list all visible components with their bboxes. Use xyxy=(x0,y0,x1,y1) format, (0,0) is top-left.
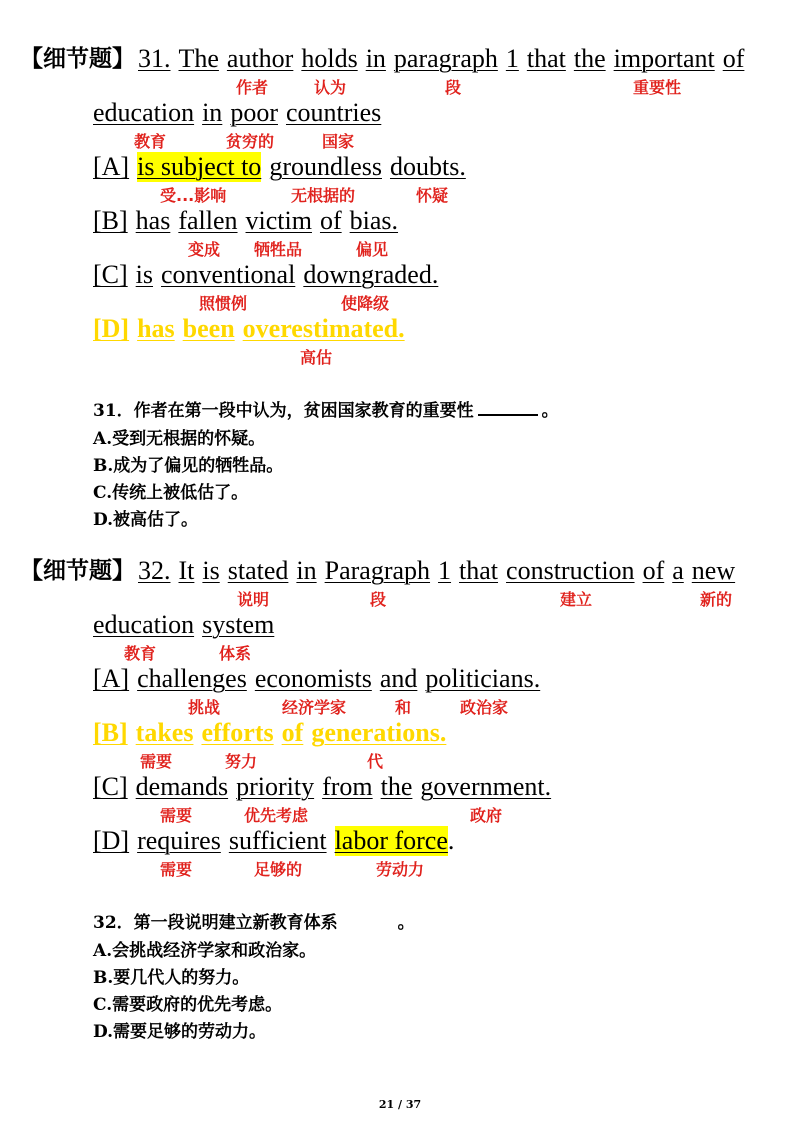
stem-word: education xyxy=(93,610,195,639)
gloss: 使降级 xyxy=(341,294,390,313)
question-tag: 【细节题】 xyxy=(20,558,135,584)
gloss: 重要性 xyxy=(633,78,682,97)
option-word: has xyxy=(135,206,171,235)
stem-word: system xyxy=(202,610,275,639)
option-word: is xyxy=(135,260,154,289)
stem-word: education xyxy=(93,98,195,127)
gloss: 认为 xyxy=(314,78,347,97)
option-word: overestimated. xyxy=(242,314,405,343)
gloss: 建立 xyxy=(560,590,593,609)
gloss: 经济学家 xyxy=(282,698,347,717)
question-stem-line xyxy=(93,610,282,640)
answer-blank xyxy=(478,414,538,416)
gloss: 优先考虑 xyxy=(244,806,309,825)
gloss: 作者 xyxy=(236,78,269,97)
gloss: 劳动力 xyxy=(376,860,425,879)
option-word: efforts xyxy=(201,718,274,747)
option-word: takes xyxy=(135,718,194,747)
option-word: and xyxy=(379,664,418,693)
stem-word: It xyxy=(178,556,195,585)
stem-word: countries xyxy=(285,98,382,127)
option-d xyxy=(93,826,454,856)
gloss: 高估 xyxy=(300,348,333,367)
stem-word: holds xyxy=(301,44,358,73)
gloss: 足够的 xyxy=(254,860,303,879)
option-word: [C] xyxy=(93,772,128,801)
option-a xyxy=(93,152,474,182)
stem-word: is xyxy=(202,556,220,585)
option-b xyxy=(93,206,406,236)
option-word: sufficient xyxy=(228,826,327,855)
gloss: 需要 xyxy=(160,860,193,879)
stem-word: 1 xyxy=(505,44,519,73)
gloss: 无根据的 xyxy=(291,186,356,205)
gloss: 段 xyxy=(370,590,387,609)
stem-word: a xyxy=(672,556,684,585)
option-word: [D] xyxy=(93,314,130,343)
question-stem-line xyxy=(138,556,743,586)
stem-word: paragraph xyxy=(393,44,498,73)
gloss: 需要 xyxy=(140,752,173,771)
gloss: 努力 xyxy=(225,752,258,771)
gloss: 贫穷的 xyxy=(226,132,275,151)
gloss: 政府 xyxy=(470,806,503,825)
translation-stem-text: 32．第一段说明建立新教育体系 xyxy=(93,913,338,933)
translation-stem xyxy=(93,398,559,424)
option-word: been xyxy=(182,314,235,343)
option-word: the xyxy=(380,772,413,801)
stem-word: stated xyxy=(227,556,289,585)
option-word: demands xyxy=(135,772,229,801)
option-word: downgraded. xyxy=(303,260,439,289)
stem-word: the xyxy=(573,44,606,73)
question-tag: 【细节题】 xyxy=(20,46,135,72)
gloss: 变成 xyxy=(188,240,221,259)
gloss: 怀疑 xyxy=(416,186,449,205)
option-c xyxy=(93,772,559,802)
option-word: [C] xyxy=(93,260,128,289)
option-word: government. xyxy=(420,772,552,801)
option-word: [D] xyxy=(93,826,130,855)
translation-stem-end: 。 xyxy=(397,913,415,933)
stem-word: Paragraph xyxy=(324,556,431,585)
stem-word: important xyxy=(613,44,715,73)
translation-option: D.被高估了。 xyxy=(93,510,199,530)
translation-option: D.需要足够的劳动力。 xyxy=(93,1022,267,1042)
stem-word: that xyxy=(459,556,499,585)
stem-word: The xyxy=(178,44,219,73)
option-word: of xyxy=(319,206,342,235)
stem-word: that xyxy=(526,44,566,73)
option-word: [B] xyxy=(93,718,128,747)
option-c xyxy=(93,260,446,290)
option-word: bias. xyxy=(349,206,399,235)
gloss: 政治家 xyxy=(460,698,509,717)
gloss: 和 xyxy=(395,698,412,717)
stem-word: in xyxy=(296,556,317,585)
option-word: [B] xyxy=(93,206,128,235)
gloss: 体系 xyxy=(219,644,252,663)
gloss: 需要 xyxy=(160,806,193,825)
stem-word: in xyxy=(365,44,386,73)
correct-option-d xyxy=(93,314,413,344)
stem-word: 1 xyxy=(438,556,452,585)
highlighted-phrase: is subject to xyxy=(137,152,262,181)
gloss: 说明 xyxy=(237,590,270,609)
gloss: 国家 xyxy=(322,132,355,151)
translation-option: A.会挑战经济学家和政治家。 xyxy=(93,941,317,961)
option-word: generations. xyxy=(311,718,447,747)
stem-word: 31. xyxy=(138,44,171,73)
translation-stem-end: 。 xyxy=(541,401,559,421)
translation-option: B.要几代人的努力。 xyxy=(93,968,250,988)
translation-stem-text: 31．作者在第一段中认为，贫困国家教育的重要性 xyxy=(93,401,474,421)
page-number: 21 / 37 xyxy=(378,1098,422,1111)
gloss: 教育 xyxy=(124,644,157,663)
option-end-punct: . xyxy=(447,826,455,855)
question-stem-line xyxy=(93,98,389,128)
option-word: from xyxy=(322,772,373,801)
highlighted-phrase: labor force xyxy=(334,826,448,855)
stem-word: new xyxy=(691,556,736,585)
option-letter: [A] xyxy=(93,152,130,181)
stem-word: 32. xyxy=(138,556,171,585)
gloss: 教育 xyxy=(134,132,167,151)
translation-stem xyxy=(93,910,415,936)
stem-word: author xyxy=(226,44,294,73)
stem-word: of xyxy=(722,44,745,73)
gloss: 段 xyxy=(445,78,462,97)
translation-option: C.传统上被低估了。 xyxy=(93,483,249,503)
option-word: groundless xyxy=(269,152,382,181)
correct-option-b xyxy=(93,718,454,748)
gloss: 照惯例 xyxy=(199,294,248,313)
option-word: victim xyxy=(245,206,312,235)
gloss: 新的 xyxy=(700,590,733,609)
option-word: doubts. xyxy=(389,152,466,181)
translation-option: C.需要政府的优先考虑。 xyxy=(93,995,283,1015)
option-a xyxy=(93,664,548,694)
option-word: has xyxy=(137,314,175,343)
option-word: conventional xyxy=(161,260,296,289)
stem-word: construction xyxy=(506,556,635,585)
option-word: politicians. xyxy=(425,664,541,693)
option-word: priority xyxy=(236,772,315,801)
translation-option: B.成为了偏见的牺牲品。 xyxy=(93,456,284,476)
translation-option: A.受到无根据的怀疑。 xyxy=(93,429,266,449)
option-word: fallen xyxy=(178,206,238,235)
gloss: 牺牲品 xyxy=(254,240,303,259)
gloss: 挑战 xyxy=(188,698,221,717)
gloss: 偏见 xyxy=(356,240,389,259)
option-word: economists xyxy=(254,664,372,693)
gloss: 代 xyxy=(367,752,384,771)
option-word: of xyxy=(281,718,304,747)
gloss: 受...影响 xyxy=(160,186,227,205)
option-word: challenges xyxy=(137,664,247,693)
stem-word: in xyxy=(202,98,223,127)
stem-word: of xyxy=(642,556,665,585)
option-word: [A] xyxy=(93,664,130,693)
option-word: requires xyxy=(137,826,221,855)
question-stem-line xyxy=(138,44,752,74)
stem-word: poor xyxy=(230,98,278,127)
